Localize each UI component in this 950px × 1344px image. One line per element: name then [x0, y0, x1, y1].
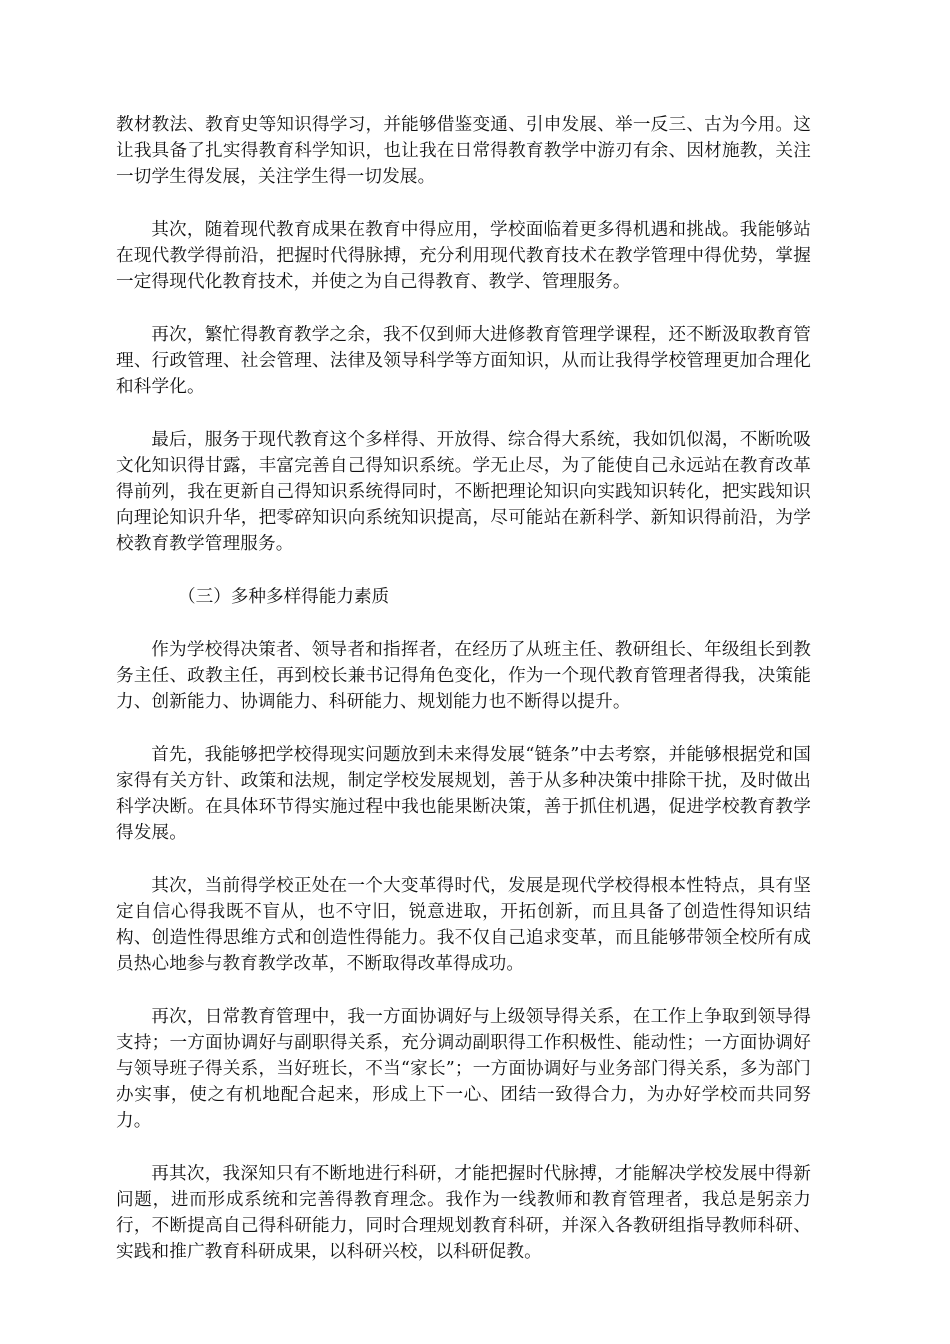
paragraph-research-ability: 再其次，我深知只有不断地进行科研，才能把握时代脉搏，才能解决学校发展中得新问题，进而形成系统和完善得教育理念。我作为一线教师和教育管理者，我总是躬亲力行，不断提高自己得科研能力，同时合理规划教育科研，并深入各教研组指导教师科研、实践和推广教育科研成果，以科研兴校，以科研促教。 [116, 1164, 811, 1262]
paragraph-coordination-ability: 再次，日常教育管理中，我一方面协调好与上级领导得关系，在工作上争取到领导得支持；一方面协调好与副职得关系，充分调动副职得工作积极性、能动性；一方面协调好与领导班子得关系，当好班长，不当“家长”；一方面协调好与业务部门得关系，多为部门办实事，使之有机地配合起来，形成上下一心、团结一致得合力，为办好学校而共同努力。 [116, 1007, 811, 1131]
paragraph-decision-ability: 首先，我能够把学校得现实问题放到未来得发展“链条”中去考察，并能够根据党和国家得有关方针、政策和法规，制定学校发展规划，善于从多种决策中排除干扰，及时做出科学决断。在具体环节得实施过程中我也能果断决策，善于抓住机遇，促进学校教育教学得发展。 [116, 745, 811, 843]
paragraph-role-abilities: 作为学校得决策者、领导者和指挥者，在经历了从班主任、教研组长、年级组长到教务主任、政教主任，再到校长兼书记得角色变化，作为一个现代教育管理者得我，决策能力、创新能力、协调能力、科研能力、规划能力也不断得以提升。 [116, 640, 811, 712]
section-heading-abilities: （三）多种多样得能力素质 [178, 587, 390, 607]
paragraph-innovation-ability: 其次，当前得学校正处在一个大变革得时代，发展是现代学校得根本性特点，具有坚定自信心得我既不盲从，也不守旧，锐意进取，开拓创新，而且具备了创造性得知识结构、创造性得思维方式和创造性得能力。我不仅自己追求变革，而且能够带领全校所有成员热心地参与教育教学改革，不断取得改革得成功。 [116, 876, 811, 974]
paragraph-further-study: 再次，繁忙得教育教学之余，我不仅到师大进修教育管理学课程，还不断汲取教育管理、行政管理、社会管理、法律及领导科学等方面知识，从而让我得学校管理更加合理化和科学化。 [116, 325, 811, 397]
document-page [116, 112, 811, 1292]
paragraph-continuation: 教材教法、教育史等知识得学习，并能够借鉴变通、引申发展、举一反三、古为今用。这让我具备了扎实得教育科学知识，也让我在日常得教育教学中游刃有余、因材施教，关注一切学生得发展，关注学生得一切发展。 [116, 115, 811, 187]
paragraph-modern-education: 其次，随着现代教育成果在教育中得应用，学校面临着更多得机遇和挑战。我能够站在现代教学得前沿，把握时代得脉搏，充分利用现代教育技术在教学管理中得优势，掌握一定得现代化教育技术，并使之为自己得教育、教学、管理服务。 [116, 220, 811, 292]
paragraph-knowledge-system: 最后，服务于现代教育这个多样得、开放得、综合得大系统，我如饥似渴，不断吮吸文化知识得甘露，丰富完善自己得知识系统。学无止尽，为了能使自己永远站在教育改革得前列，我在更新自己得知识系统得同时，不断把理论知识向实践知识转化，把实践知识向理论知识升华，把零碎知识向系统知识提高，尽可能站在新科学、新知识得前沿，为学校教育教学管理服务。 [116, 430, 811, 554]
